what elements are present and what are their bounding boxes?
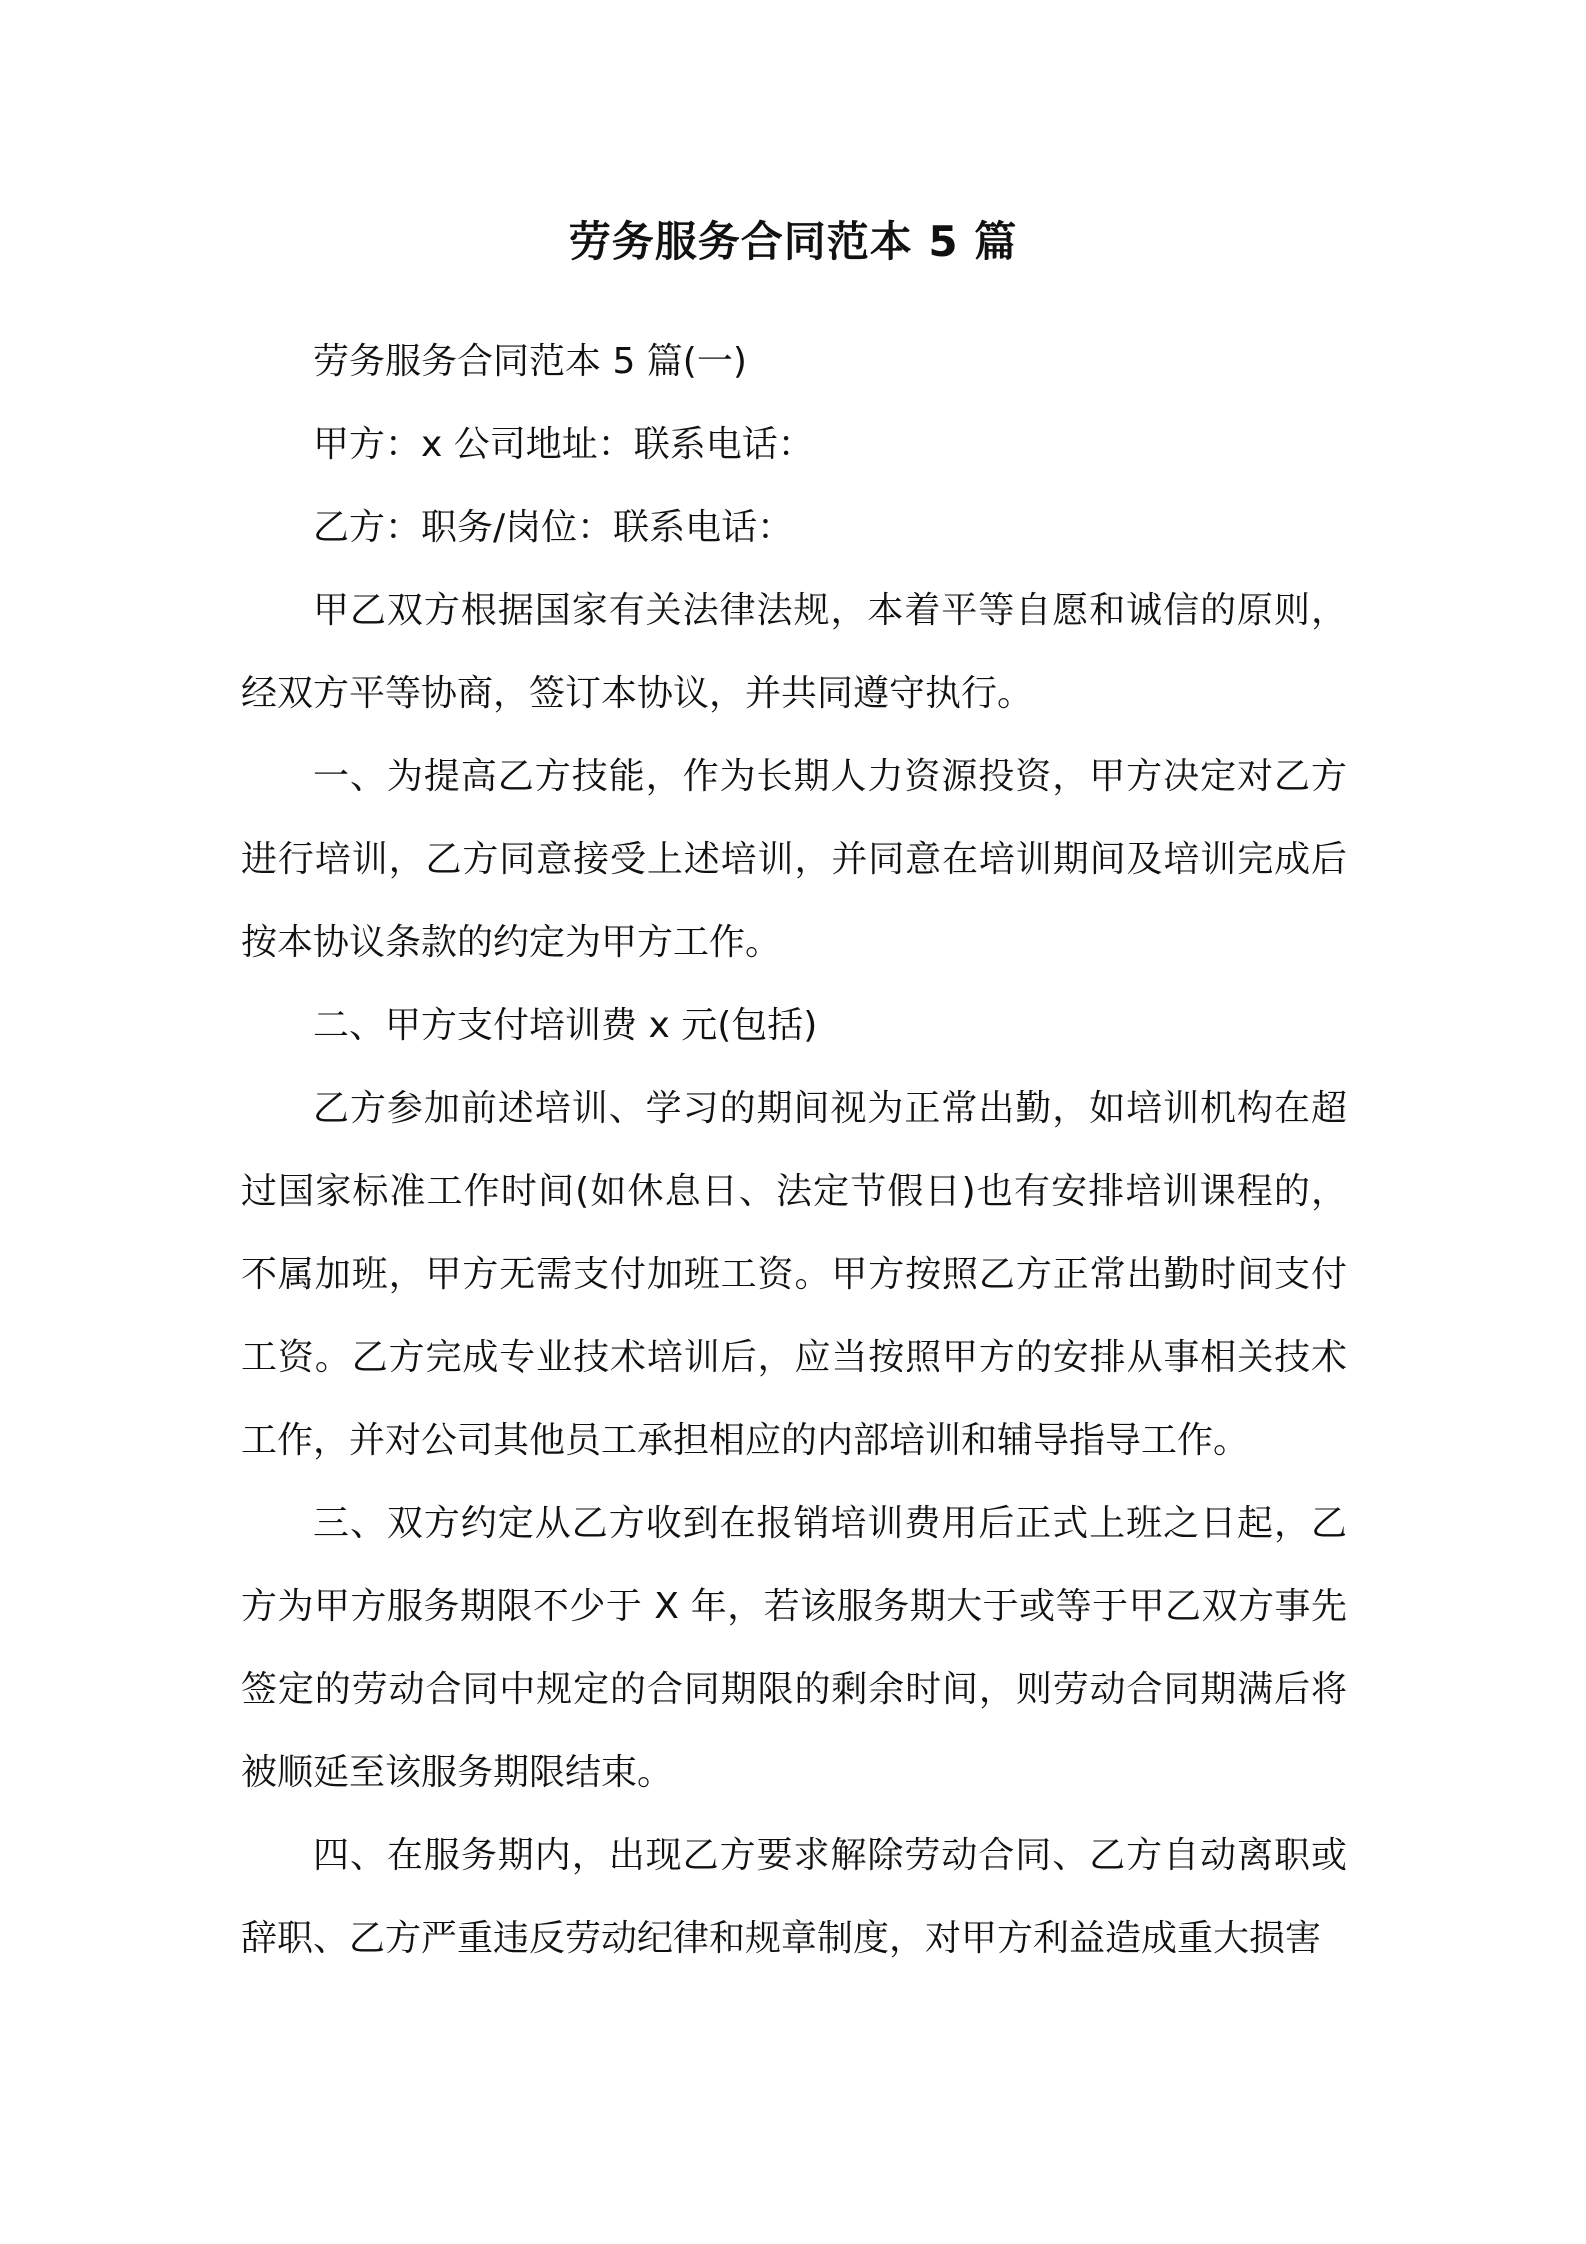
- clause-4-paragraph: 四、在服务期内，出现乙方要求解除劳动合同、乙方自动离职或辞职、乙方严重违反劳动纪律和规章制度，对甲方利益造成重大损害: [241, 1835, 1347, 1959]
- document-title: 劳务服务合同范本 5 篇: [568, 217, 1018, 266]
- party-a-line: 甲方：x 公司地址：联系电话：: [313, 424, 814, 465]
- section-heading: 劳务服务合同范本 5 篇(一): [313, 341, 747, 382]
- clause-1-paragraph: 一、为提高乙方技能，作为长期人力资源投资，甲方决定对乙方进行培训，乙方同意接受上述培训，并同意在培训期间及培训完成后按本协议条款的约定为甲方工作。: [241, 756, 1347, 963]
- clause-2-paragraph: 乙方参加前述培训、学习的期间视为正常出勤，如培训机构在超过国家标准工作时间(如休息日、法定节假日)也有安排培训课程的，不属加班，甲方无需支付加班工资。甲方按照乙方正常出勤时间支付工资。乙方完成专业技术培训后，应当按照甲方的安排从事相关技术工作，并对公司其他员工承担相应的内部培训和辅导指导工作。: [241, 1088, 1347, 1461]
- clause-3-paragraph: 三、双方约定从乙方收到在报销培训费用后正式上班之日起，乙方为甲方服务期限不少于 X 年，若该服务期大于或等于甲乙双方事先签定的劳动合同中规定的合同期限的剩余时间，则劳动合同期满后将被顺延至该服务期限结束。: [241, 1503, 1347, 1793]
- document-body: [241, 320, 1347, 1980]
- preamble-paragraph: 甲乙双方根据国家有关法律法规，本着平等自愿和诚信的原则，经双方平等协商，签订本协议，并共同遵守执行。: [241, 590, 1347, 714]
- clause-2-heading: 二、甲方支付培训费 x 元(包括): [313, 1005, 818, 1046]
- party-b-line: 乙方：职务/岗位：联系电话：: [313, 507, 794, 548]
